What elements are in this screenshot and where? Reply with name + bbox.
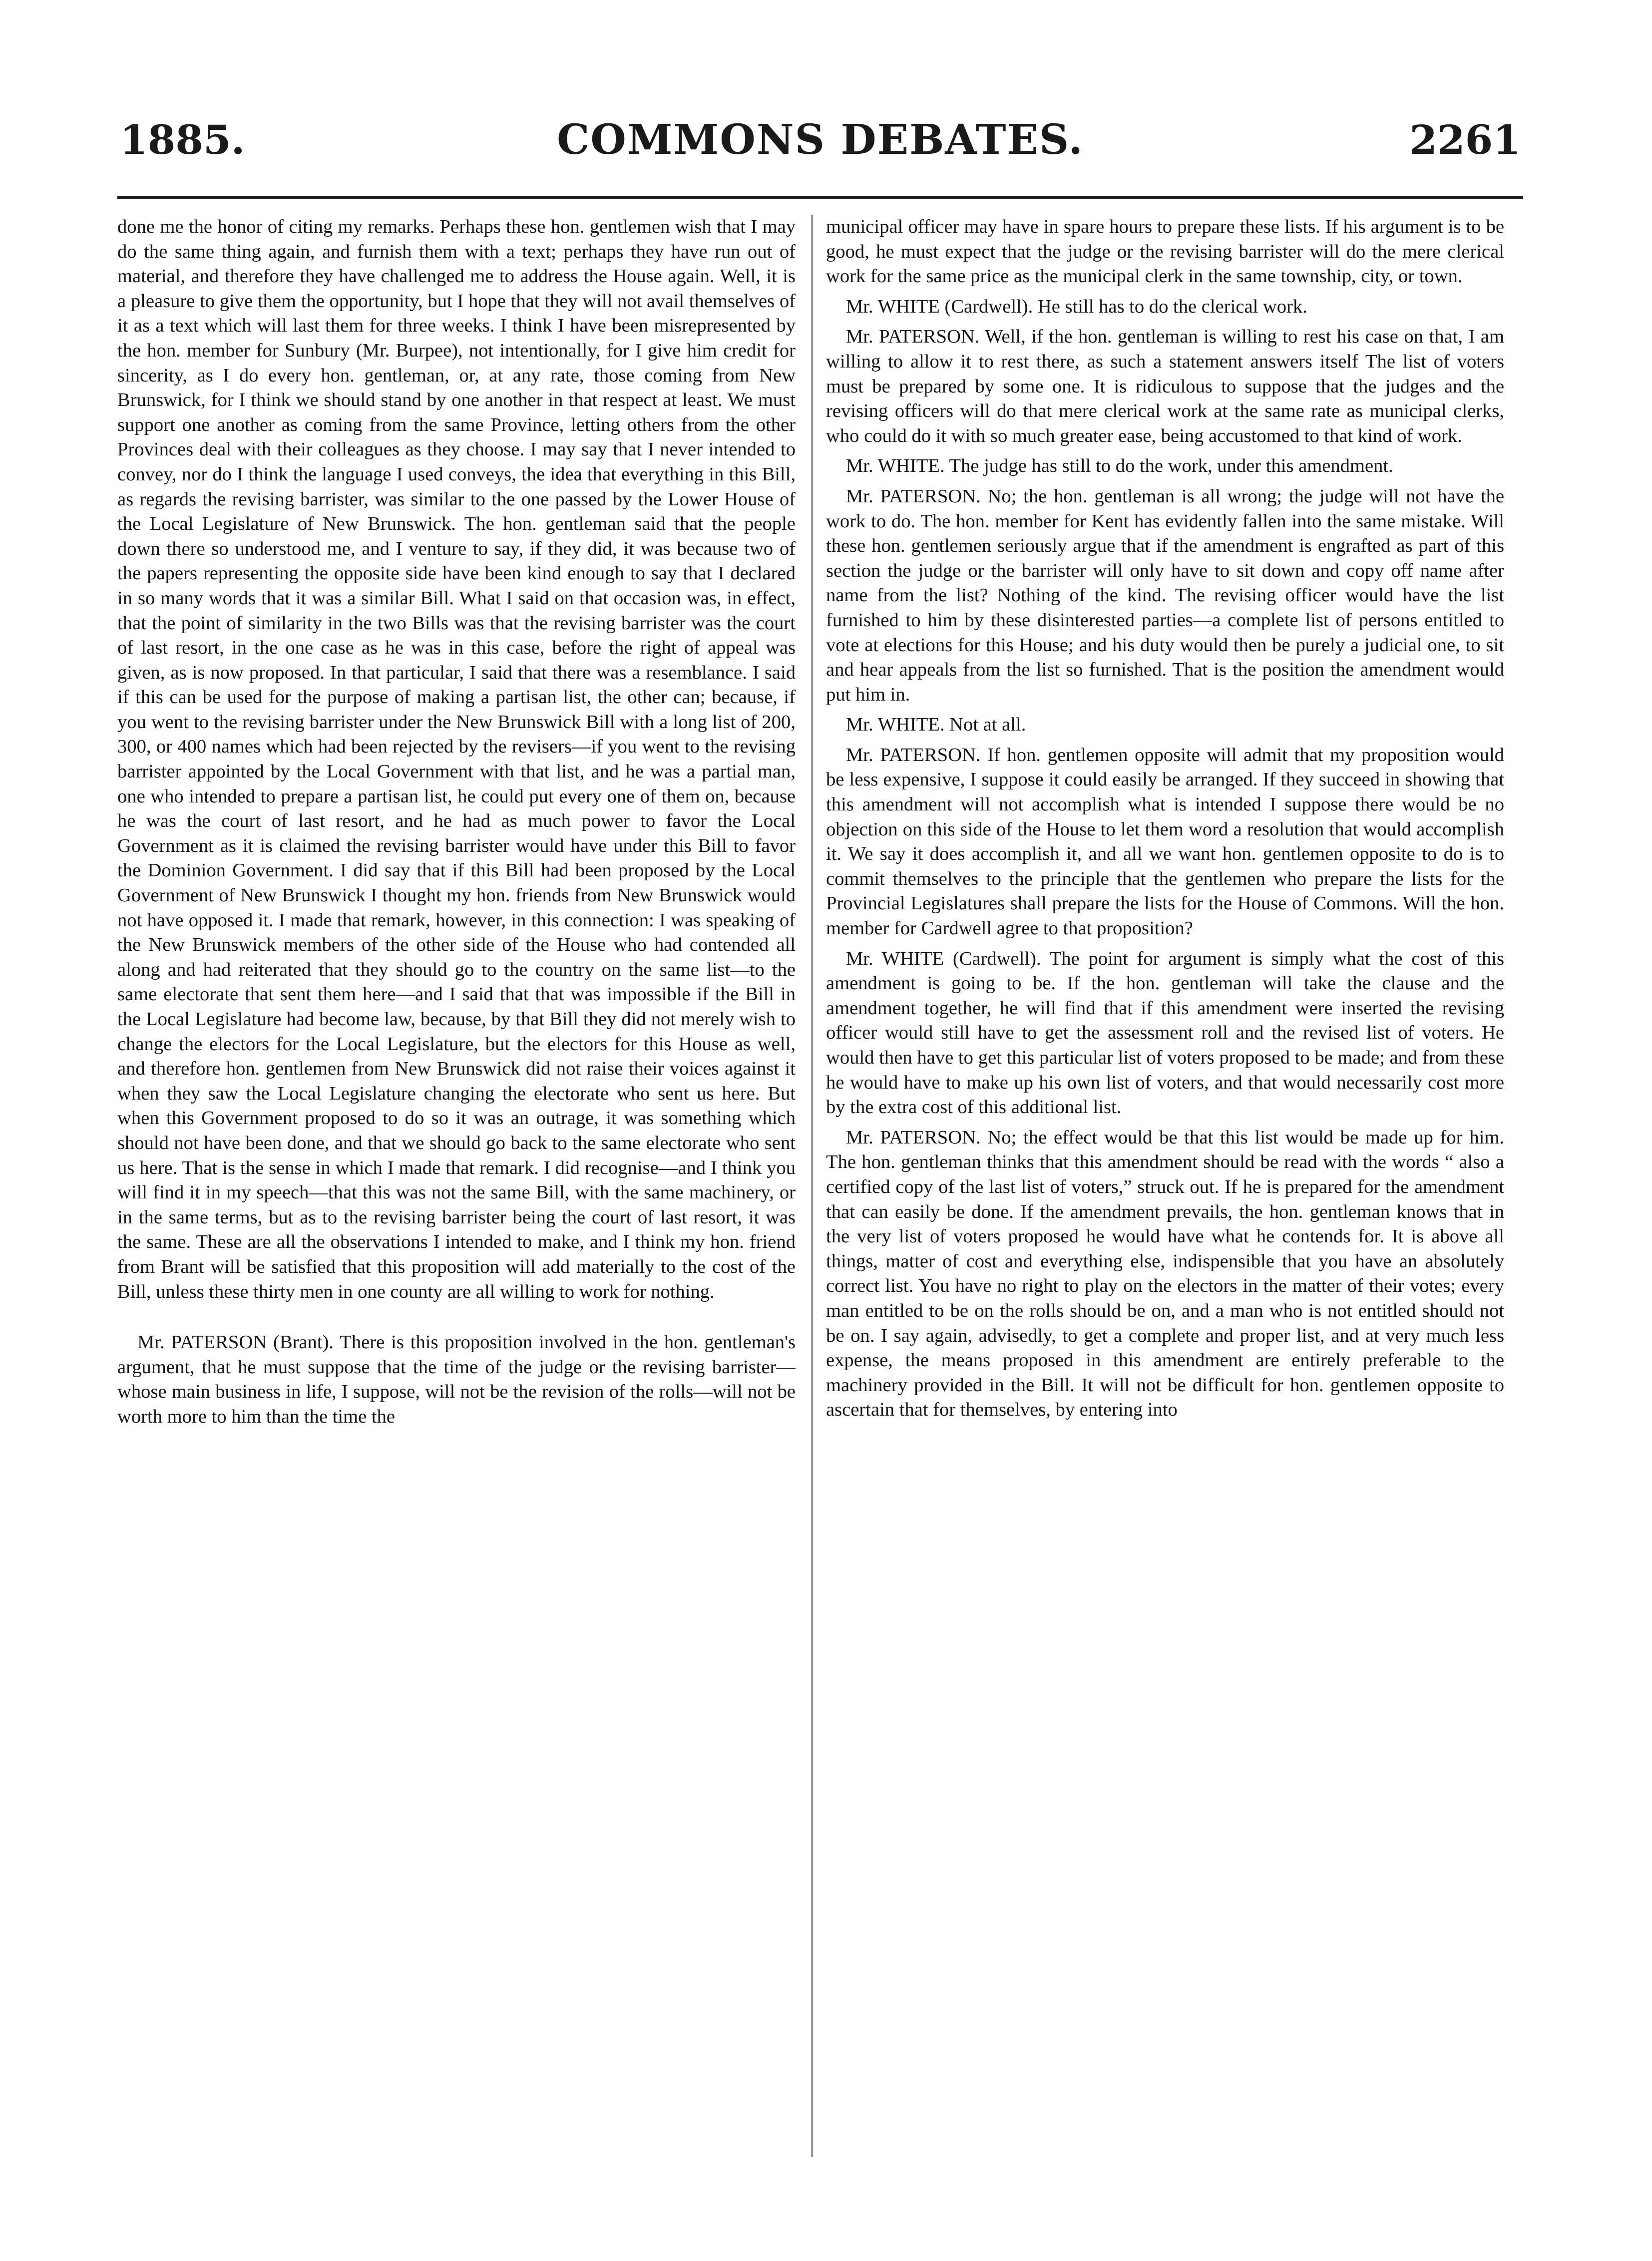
paragraph [826, 713, 1504, 738]
paragraph [826, 1126, 1504, 1423]
paragraph-text: No; the hon. gentleman is all wrong; the judge will not have the work to do. The hon. member for Kent has evidently fallen into the same mistake. Will these hon. gentlemen seriously argue that if the amendment is engrafted as part of this section the judge or the barrister will only have to sit down and copy off name after name from the list? Nothing of the kind. The revising officer would have the list furnished to him by these disinterested parties—a complete list of persons entitled to vote at elections for this House; and his duty would then be purely a judicial one, to sit and hear appeals from the list so furnished. That is the position the amendment would put him in. [826, 485, 1504, 705]
left-column [117, 215, 796, 2157]
paragraph-text: He still has to do the clerical work. [1037, 296, 1307, 317]
paragraph [826, 947, 1504, 1120]
column-divider [812, 215, 813, 2157]
speaker-name: Mr. PATERSON. [846, 744, 981, 765]
header-title: COMMONS DEBATES. [557, 116, 1084, 164]
header-year: 1885. [120, 116, 245, 163]
paragraph [826, 743, 1504, 941]
paragraph [826, 454, 1504, 479]
speaker-name: Mr. WHITE. [846, 455, 945, 477]
speaker-name: Mr. PATERSON. [846, 326, 980, 348]
paragraph [826, 325, 1504, 448]
page-header [120, 112, 1521, 167]
speaker-name: Mr. PATERSON. [846, 1127, 981, 1148]
paragraph-text: The judge has still to do the work, under this amendment. [949, 455, 1393, 477]
paragraph-text: done me the honor of citing my remarks. Perhaps these hon. gentlemen wish that I may do the same thing again, and furnish them with a text; perhaps they have run out of material, and therefore they have challenged me to address the House again. Well, it is a pleasure to give them the opportunity, but I hope that they will not avail themselves of it as a text which will last them for three weeks. I think I have been misrepresented by the hon. member for Sunbury (Mr. Burpee), not intentionally, for I give him credit for sincerity, as I do every hon. gentleman, or, at any rate, those coming from New Brunswick, for I think we should stand by one another in that respect at least. We must support one another as coming from the same Province, letting others from the other Provinces deal with their colleagues as they choose. I may say that I never intended to convey, nor do I think the language I used conveys, the idea that everything in this Bill, as regards the revising barrister, was similar to the one passed by the Lower House of the Local Legislature of New Brunswick. The hon. gentleman said that the people down there so understood me, and I venture to say, if they did, it was because two of the papers representing the opposite side have been kind enough to say that I declared in so many words that it was a similar Bill. What I said on that occasion was, in effect, that the point of similarity in the two Bills was that the revising barrister was the court of last resort, in the one case as he was in this case, before the right of appeal was given, as is now proposed. In that particular, I said that there was a resemblance. I said if this can be used for the purpose of making a partisan list, the other can; because, if you went to the revising barrister under the New Brunswick Bill with a long list of 200, 300, or 400 names which had been rejected by the revisers—if you went to the revising barrister appointed by the Local Government with that list, and he was a partial man, one who intended to prepare a partisan list, he could put every one of them on, because he was the court of last resort, and he had as much power to favor the Local Government as it is claimed the revising barrister would have under this Bill to favor the Dominion Government. I did say that if this Bill had been proposed by the Local Government of New Brunswick I thought my hon. friends from New Brunswick would not have opposed it. I made that remark, however, in this connection: I was speaking of the New Brunswick members of the other side of the House who had contended all along and had reiterated that they should go to the country on the same list—to the same electorate that sent them here—and I said that that was impossible if the Bill in the Local Legislature had become law, because, by that Bill they did not merely wish to change the electors for the Local Legislature, but the electors for this House as well, and therefore hon. gentlemen from New Brunswick did not raise their voices against it when they saw the Local Legislature changing the electorate who sent us here. But when this Government proposed to do so it was an outrage, it was something which should not have been done, and that we should go back to the same electorate who sent us here. That is the sense in which I made that remark. I did recognise—and I think you will find it in my speech—that this was not the same Bill, with the same machinery, or in the same terms, but as to the revising barrister being the court of last resort, it was the same. These are all the observations I intended to make, and I think my hon. friend from Brant will be satisfied that this proposition will add materially to the cost of the Bill, unless these thirty men in one county are all willing to work for nothing. [117, 216, 796, 1302]
paragraph-text: The point for argument is simply what the cost of this amendment is going to be. If the hon. gentleman will take the clause and the amendment together, he will find that if this amendment were inserted the revising officer would still have to get the assessment roll and the revised list of voters. He would then have to get this particular list of voters proposed to be made; and from these he would have to make up his own list of voters, and that would necessarily cost more by the extra cost of this additional list. [826, 948, 1504, 1118]
paragraph-text: If hon. gentlemen opposite will admit that my proposition would be less expensive, I suppose it could easily be arranged. If they succeed in showing that this amendment will not accomplish what is intended I suppose there would be no objection on this side of the House to let them word a resolution that would accomplish it. We say it does accomplish it, and all we want hon. gentlemen opposite to do is to commit themselves to the principle that the gentlemen who prepare the lists for the Provincial Legislatures shall prepare the lists for the House of Commons. Will the hon. member for Cardwell agree to that proposition? [826, 744, 1504, 939]
right-column [826, 215, 1504, 2157]
paragraph-text: municipal officer may have in spare hours to prepare these lists. If his argument is to be good, he must expect that the judge or the revising barrister will do the mere clerical work for the same price as the municipal clerk in the same township, city, or town. [826, 216, 1504, 287]
paragraph [117, 215, 796, 1304]
paragraph [826, 295, 1504, 320]
paragraph-text: Well, if the hon. gentleman is willing to rest his case on that, I am willing to allow it to rest there, as such a statement answers itself The list of voters must be prepared by some one. It is ridiculous to suppose that the judges and the revising officers will do that mere clerical work at the same rate as municipal clerks, who could do it with so much greater ease, being accustomed to that kind of work. [826, 326, 1504, 446]
speaker-name: Mr. PATERSON. [846, 485, 981, 507]
paragraph [826, 215, 1504, 289]
speaker-name: Mr. WHITE (Cardwell). [846, 296, 1033, 317]
speaker-name: Mr. WHITE (Cardwell). [846, 948, 1041, 969]
paragraph [117, 1330, 796, 1429]
speaker-name: Mr. WHITE. [846, 714, 945, 736]
paragraph [826, 484, 1504, 707]
paragraph-text: No; the effect would be that this list would be made up for him. The hon. gentleman thinks that this amendment should be read with the words “ also a certified copy of the last list of voters,” struck out. If he is prepared for the amendment that can easily be done. If the amendment prevails, the hon. gentleman knows that in the very list of voters proposed he would have what he contends for. It is above all things, matter of cost and everything else, indispensible that you have an absolutely correct list. You have no right to play on the electors in the matter of their votes; every man entitled to be on the rolls should be on, and a man who is not entitled should not be on. I say again, advisedly, to get a complete and proper list, and at very much less expense, the means proposed in this amendment are entirely preferable to the machinery provided in the Bill. It will not be difficult for hon. gentlemen opposite to ascertain that for themselves, by entering into [826, 1127, 1504, 1421]
header-page-number: 2261 [1409, 116, 1521, 163]
paragraph-text: Not at all. [949, 714, 1026, 736]
speaker-name: Mr. PATERSON (Brant). [137, 1332, 334, 1353]
header-rule [117, 196, 1523, 199]
paragraph-text: There is this proposition involved in the hon. gentleman's argument, that he must suppose that the time of the judge or the revising barrister—whose main business in life, I suppose, will not be the revision of the rolls—will not be worth more to him than the time the [117, 1332, 796, 1427]
